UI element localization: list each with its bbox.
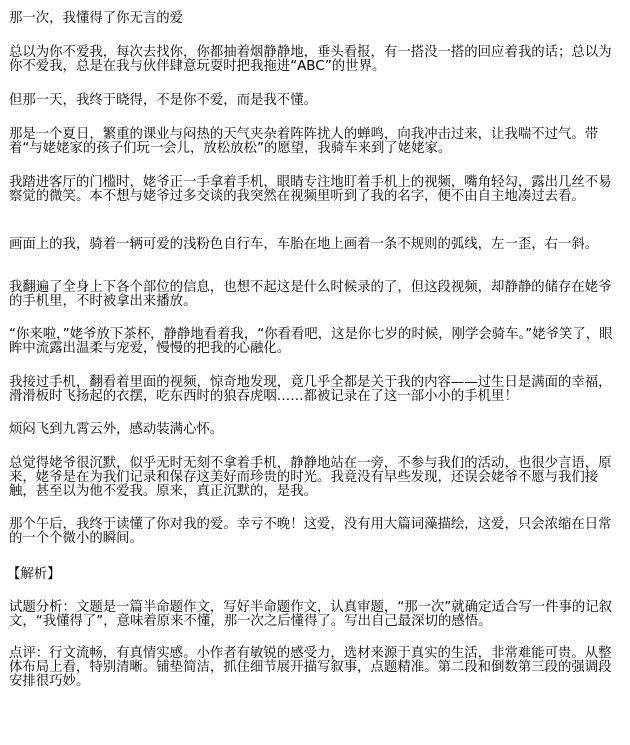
essay-paragraph-7: “你来啦，”姥爷放下茶杯，静静地看着我，“你看看吧，这是你七岁的时候，刚学会骑车。”姥爷笑了，眼眸中流露出温柔与宠爱，慢慢的把我的心融化。 [9, 327, 613, 356]
essay-paragraph-6: 我翻遍了全身上下各个部位的信息，也想不起这是什么时候录的了，但这段视频，却静静的储存在姥爷的手机里，不时被拿出来播放。 [9, 280, 612, 309]
essay-paragraph-9: 烦闷飞到九霄云外，感动装满心怀。 [9, 422, 224, 437]
essay-paragraph-10: 总觉得姥爷很沉默，似乎无时无刻不拿着手机，静静地站在一旁，不参与我们的活动，也很少言语，原来，姥爷是在为我们记录和保存这美好而珍贵的时光。我竟没有早些发现，还误会姥爷不愿与我们接触，甚至以为他不爱我。原来，真正沉默的，是我。 [9, 456, 612, 499]
essay-paragraph-1: 总以为你不爱我，每次去找你，你都抽着烟静静地，垂头看报，有一搭没一搭的回应着我的话；总以为你不爱我，总是在我与伙伴肆意玩耍时把我拖进“ABC”的世界。 [9, 45, 612, 74]
analysis-heading: 【解析】 [7, 567, 61, 582]
essay-paragraph-5: 画面上的我，骑着一辆可爱的浅粉色自行车，车胎在地上画着一条不规则的弧线，左一歪，右一斜。 [9, 237, 599, 252]
analysis-paragraph-1: 试题分析：文题是一篇半命题作文，写好半命题作文，认真审题，“那一次”就确定适合写一件事的记叙文，“我懂得了”，意味着原来不懂，那一次之后懂得了。写出自己最深切的感悟。 [9, 600, 613, 629]
essay-title: 那一次，我懂得了你无言的爱 [9, 11, 184, 26]
essay-paragraph-4: 我踏进客厅的门槛时，姥爷正一手拿着手机，眼睛专注地盯着手机上的视频，嘴角轻勾，露出几丝不易察觉的微笑。本不想与姥爷过多交谈的我突然在视频里听到了我的名字，便不由自主地凑过去看。 [9, 175, 612, 204]
analysis-paragraph-2: 点评：行文流畅，有真情实感。小作者有敏锐的感受力，选材来源于真实的生活，非常难能可贵。从整体布局上看，特别清晰。铺垫简洁，抓住细节展开描写叙事，点题精准。第二段和倒数第三段的强调段安排很巧妙。 [9, 646, 612, 689]
essay-paragraph-11: 那个午后，我终于读懂了你对我的爱。幸亏不晚！这爱，没有用大篇词藻描绘，这爱，只会浓缩在日常的一个个微小的瞬间。 [9, 517, 612, 546]
essay-paragraph-8: 我接过手机，翻看着里面的视频，惊奇地发现，竟几乎全都是关于我的内容——过生日是满面的幸福，滑滑板时飞扬起的衣摆，吃东西时的狼吞虎咽……都被记录在了这一部小小的手机里！ [9, 375, 612, 404]
essay-paragraph-2: 但那一天，我终于晓得，不是你不爱，而是我不懂。 [9, 93, 317, 108]
essay-paragraph-3: 那是一个夏日，繁重的课业与闷热的天气夹杂着阵阵扰人的蝉鸣，向我冲击过来，让我喘不过气。带着“与姥姥家的孩子们玩一会儿，放松放松”的愿望，我骑车来到了姥姥家。 [9, 127, 599, 156]
